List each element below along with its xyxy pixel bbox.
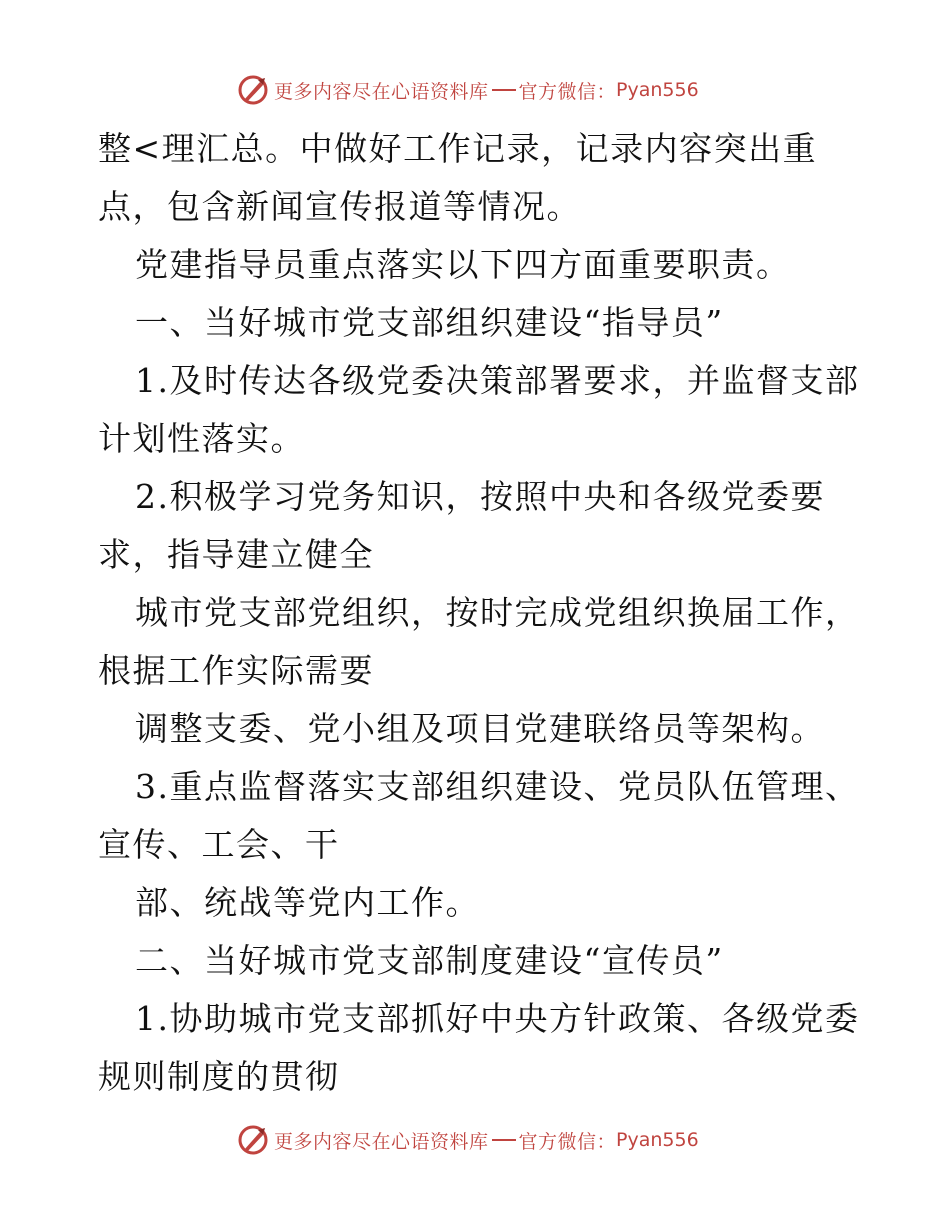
text-line: 规则制度的贯彻	[98, 1057, 340, 1096]
text-line: 调整支委、党小组及项目党建联络员等架构。	[135, 709, 825, 748]
watermark-contact-id: Pyan556	[616, 1129, 699, 1151]
watermark-site-text: 更多内容尽在心语资料库	[274, 1130, 489, 1153]
text-line: 1.协助城市党支部抓好中央方针政策、各级党委	[135, 999, 860, 1038]
text-line: 1.及时传达各级党委决策部署要求，并监督支部	[135, 361, 860, 400]
footer-watermark	[236, 1122, 699, 1158]
watermark-separator	[492, 89, 516, 91]
watermark-contact-label: 官方微信：	[518, 80, 617, 103]
text-line: 2.积极学习党务知识，按照中央和各级党委要	[135, 477, 825, 516]
watermark-separator	[492, 1139, 516, 1141]
quill-seal-icon	[236, 73, 270, 107]
text-line: 二、当好城市党支部制度建设“宣传员”	[135, 941, 724, 980]
text-line: 计划性落实。	[98, 419, 305, 458]
document-body	[98, 120, 858, 1106]
text-line: 城市党支部党组织，按时完成党组织换届工作，	[135, 593, 860, 632]
text-line: 求，指导建立健全	[98, 535, 374, 574]
watermark-contact-label: 官方微信：	[518, 1130, 617, 1153]
text-line: 一、当好城市党支部组织建设“指导员”	[135, 303, 724, 342]
text-line: 宣传、工会、干	[98, 825, 340, 864]
quill-seal-icon	[236, 1123, 270, 1157]
watermark-contact-id: Pyan556	[616, 79, 699, 101]
text-line: 点，包含新闻宣传报道等情况。	[98, 187, 581, 226]
text-line: 根据工作实际需要	[98, 651, 374, 690]
text-line: 部、统战等党内工作。	[135, 883, 480, 922]
text-line: 3.重点监督落实支部组织建设、党员队伍管理、	[135, 767, 860, 806]
text-line: 整<理汇总。中做好工作记录，记录内容突出重	[98, 129, 818, 168]
text-line: 党建指导员重点落实以下四方面重要职责。	[135, 245, 791, 284]
header-watermark	[236, 72, 699, 108]
watermark-site-text: 更多内容尽在心语资料库	[274, 80, 489, 103]
